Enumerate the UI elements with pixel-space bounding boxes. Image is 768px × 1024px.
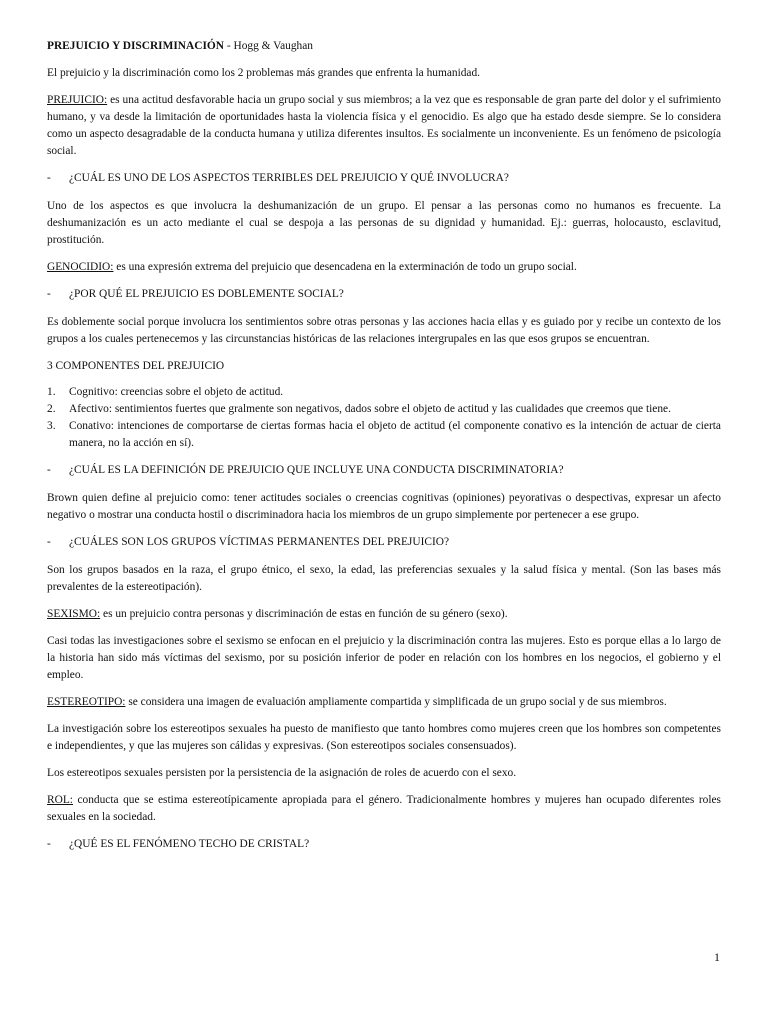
answer-3: Brown quien define al prejuicio como: tener actitudes sociales o creencias cognitivas (opiniones) peyorativas o despectivas, expresar un afecto negativo o mostrar una conducta hostil o discriminadora hacia los miembros de un grupo simplemente por pertenecer a ese grupo. xyxy=(47,492,721,521)
prejuicio-term: PREJUICIO: xyxy=(47,94,108,106)
estereotipo-paragraph-3: Los estereotipos sexuales persisten por la persistencia de la asignación de roles de acuerdo con el sexo. xyxy=(47,767,517,779)
genocidio-term: GENOCIDIO: xyxy=(47,261,114,273)
list-item xyxy=(47,384,721,401)
answer-1: Uno de los aspectos es que involucra la deshumanización de un grupo. El pensar a las personas como no humanos es frecuente. La deshumanización es un acto mediante el cual se despoja a las personas de su dignidad y humanidad. Ej.: guerras, holocausto, esclavitud, prostitución. xyxy=(47,200,721,246)
list-text: Conativo: intenciones de comportarse de ciertas formas hacia el objeto de actitud (el componente conativo es la intención de actuar de cierta manera, no la acción en sí). xyxy=(69,420,721,449)
question-2 xyxy=(47,286,721,303)
rol-term: ROL: xyxy=(47,794,73,806)
intro-paragraph: El prejuicio y la discriminación como los 2 problemas más grandes que enfrenta la humanidad. xyxy=(47,67,481,79)
rol-text: conducta que se estima estereotípicamente apropiada para el género. Tradicionalmente hombres y mujeres han ocupado diferentes roles sexuales en la sociedad. xyxy=(47,794,721,823)
estereotipo-paragraph-2: La investigación sobre los estereotipos sexuales ha puesto de manifiesto que tanto hombres como mujeres creen que los hombres son competentes e independientes, y que las mujeres son cálidas y expresivas. (Son estereotipos sociales consensuados). xyxy=(47,723,721,752)
question-4 xyxy=(47,534,721,551)
list-number: 1. xyxy=(47,386,56,398)
question-2-text: ¿POR QUÉ EL PREJUICIO ES DOBLEMENTE SOCIAL? xyxy=(69,288,344,300)
prejuicio-definition xyxy=(47,92,721,160)
question-3-text: ¿CUÁL ES LA DEFINICIÓN DE PREJUICIO QUE INCLUYE UNA CONDUCTA DISCRIMINATORIA? xyxy=(69,464,564,476)
estereotipo-term: ESTEREOTIPO: xyxy=(47,696,126,708)
question-dash: - xyxy=(47,838,51,850)
question-dash: - xyxy=(47,288,51,300)
estereotipo-definition xyxy=(47,694,721,711)
question-5-text: ¿QUÉ ES EL FENÓMENO TECHO DE CRISTAL? xyxy=(69,838,310,850)
list-number: 2. xyxy=(47,403,56,415)
question-dash: - xyxy=(47,172,51,184)
document-title xyxy=(47,38,721,55)
list-item xyxy=(47,418,721,452)
answer-4: Son los grupos basados en la raza, el grupo étnico, el sexo, la edad, las preferencias sexuales y la salud física y mental. (Son las bases más prevalentes de la estereotipación). xyxy=(47,564,721,593)
title-bold: PREJUICIO Y DISCRIMINACIÓN xyxy=(47,40,224,52)
question-5 xyxy=(47,836,721,853)
question-1-text: ¿CUÁL ES UNO DE LOS ASPECTOS TERRIBLES DEL PREJUICIO Y QUÉ INVOLUCRA? xyxy=(69,172,509,184)
question-3 xyxy=(47,462,721,479)
question-4-text: ¿CUÁLES SON LOS GRUPOS VÍCTIMAS PERMANENTES DEL PREJUICIO? xyxy=(69,536,450,548)
sexismo-paragraph: Casi todas las investigaciones sobre el sexismo se enfocan en el prejuicio y la discriminación contra las mujeres. Esto es porque ellas a lo largo de la historia han sido más víctimas del sexismo, por su posición inferior de poder en relación con los hombres en los negocios, el gobierno y el empleo. xyxy=(47,635,721,681)
list-text: Cognitivo: creencias sobre el objeto de actitud. xyxy=(69,386,284,398)
title-authors: - Hogg & Vaughan xyxy=(224,40,314,52)
components-heading: 3 COMPONENTES DEL PREJUICIO xyxy=(47,360,225,372)
sexismo-text: es un prejuicio contra personas y discriminación de estas en función de su género (sexo). xyxy=(100,608,508,620)
genocidio-definition xyxy=(47,259,721,276)
answer-2: Es doblemente social porque involucra los sentimientos sobre otras personas y las acciones hacia ellas y es guiado por y recibe un contexto de los grupos a los cuales pertenecemos y las circunstancias históricas de las relaciones intergrupales en las que esos grupos se encuentran. xyxy=(47,316,721,345)
question-dash: - xyxy=(47,536,51,548)
sexismo-term: SEXISMO: xyxy=(47,608,101,620)
prejuicio-text: es una actitud desfavorable hacia un grupo social y sus miembros; a la vez que es responsable de gran parte del dolor y el sufrimiento humano, y va desde la limitación de oportunidades hasta la violencia física y el genocidio. Es algo que ha estado desde siempre. Se lo considera como un aspecto desagradable de la conducta humana y utiliza diferentes insultos. Es socialmente un inconveniente. Es un fenómeno de psicología social. xyxy=(47,94,721,157)
document-page xyxy=(47,38,721,864)
genocidio-text: es una expresión extrema del prejuicio que desencadena en la exterminación de todo un grupo social. xyxy=(113,261,577,273)
page-number: 1 xyxy=(714,950,720,964)
sexismo-definition xyxy=(47,606,721,623)
question-1 xyxy=(47,170,721,187)
list-text: Afectivo: sentimientos fuertes que gralmente son negativos, dados sobre el objeto de actitud y las cualidades que creemos que tiene. xyxy=(69,403,671,415)
question-dash: - xyxy=(47,464,51,476)
rol-definition xyxy=(47,792,721,826)
components-list xyxy=(47,384,721,452)
list-number: 3. xyxy=(47,420,56,432)
list-item xyxy=(47,401,721,418)
estereotipo-text: se considera una imagen de evaluación ampliamente compartida y simplificada de un grupo social y de sus miembros. xyxy=(125,696,667,708)
